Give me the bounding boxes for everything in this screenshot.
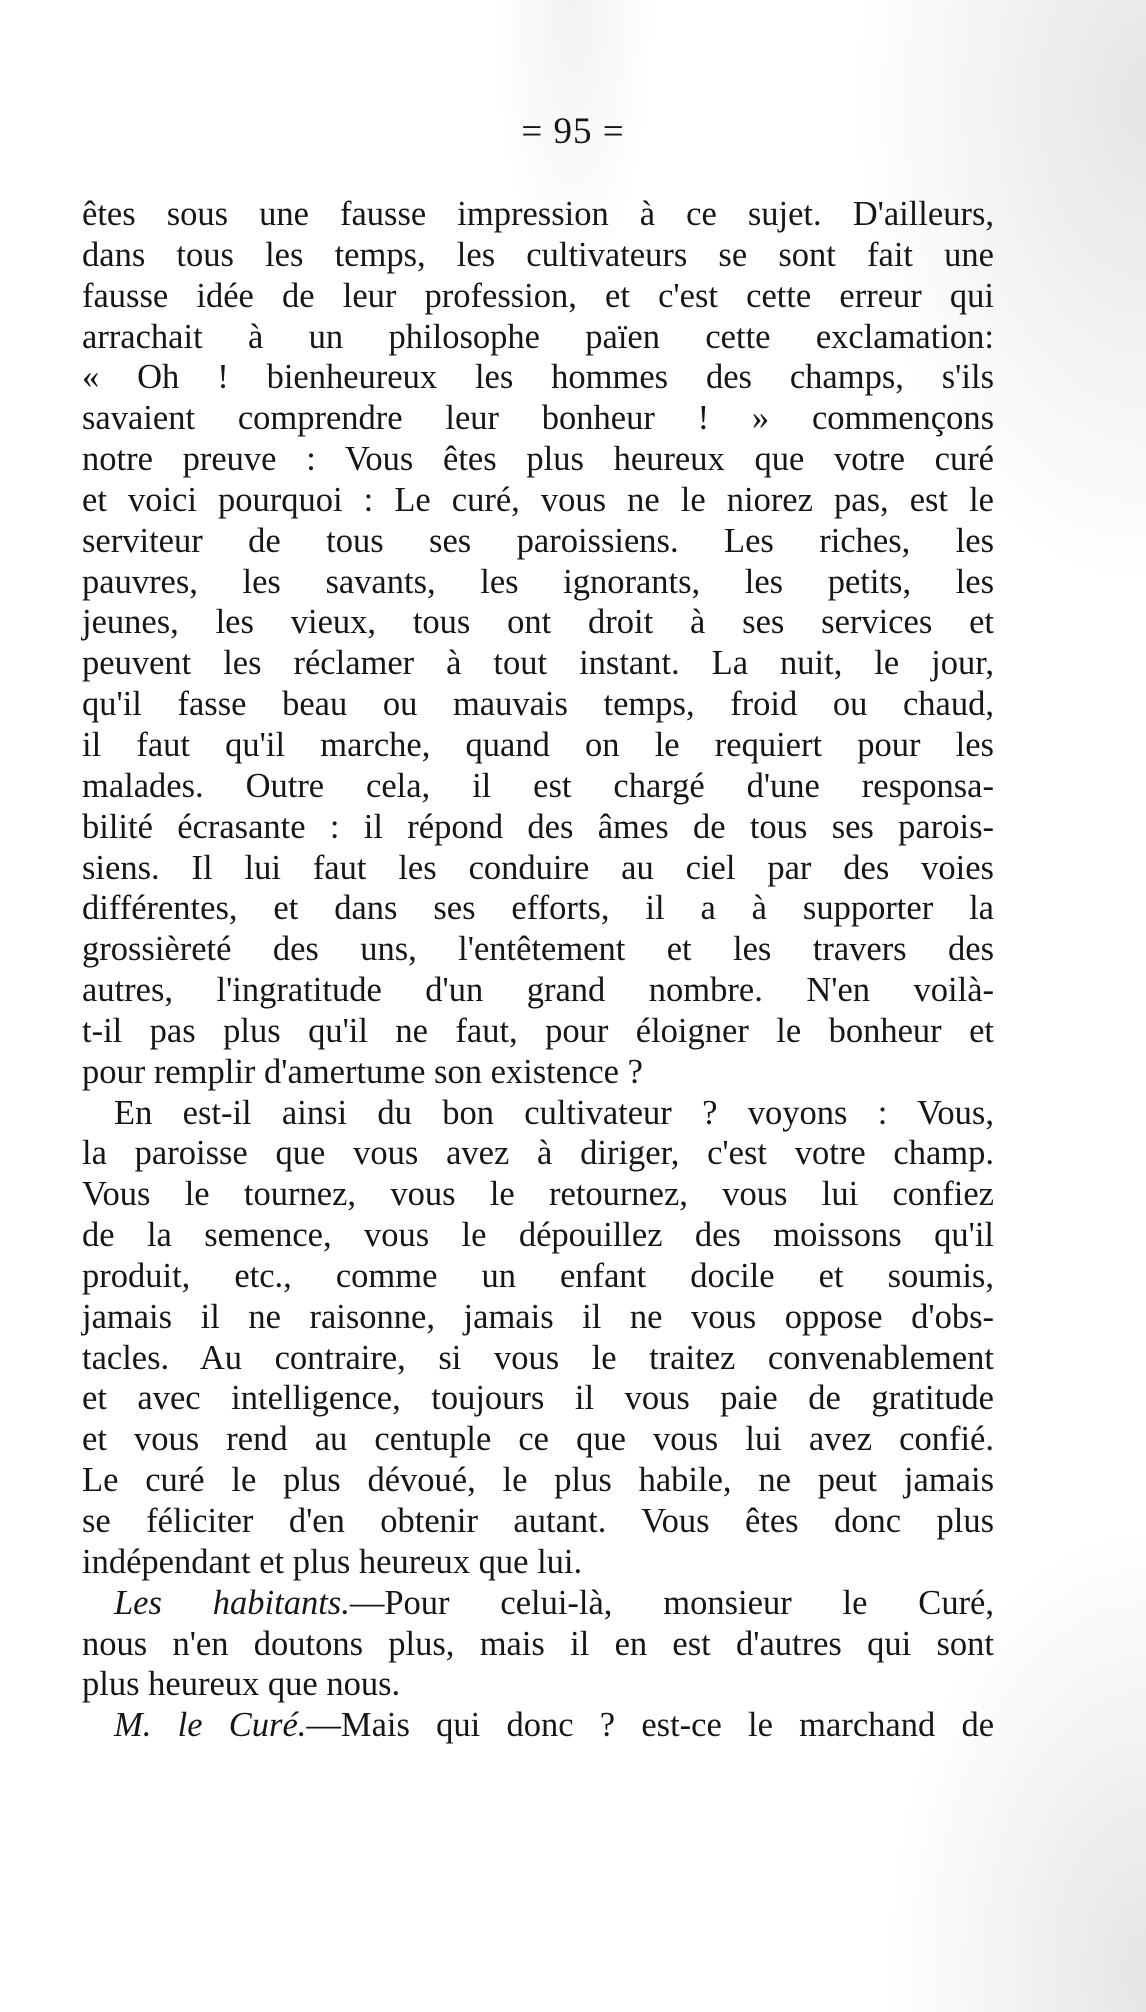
text-line: grossièreté des uns, l'entêtement et les travers des <box>82 930 994 969</box>
text-line: peuvent les réclamer à tout instant. La nuit, le jour, <box>82 644 994 683</box>
page-body <box>82 194 994 1746</box>
paragraph-2 <box>82 1093 994 1583</box>
text-line: Vous le tournez, vous le retournez, vous lui confiez <box>82 1175 994 1214</box>
text-line: t-il pas plus qu'il ne faut, pour éloigner le bonheur et <box>82 1011 994 1050</box>
text-line: siens. Il lui faut les conduire au ciel par des voies <box>82 848 994 887</box>
text-line: produit, etc., comme un enfant docile et soumis, <box>82 1256 994 1295</box>
text-line: et vous rend au centuple ce que vous lui avez confié. <box>82 1420 994 1459</box>
text-line: savaient comprendre leur bonheur ! » commençons <box>82 399 994 438</box>
text-line: plus heureux que nous. <box>82 1665 401 1704</box>
text-line: de la semence, vous le dépouillez des moissons qu'il <box>82 1216 994 1255</box>
text-line: pour remplir d'amertume son existence ? <box>82 1052 643 1091</box>
text-line: et voici pourquoi : Le curé, vous ne le niorez pas, est le <box>82 480 994 519</box>
speaker-label: M. le Curé. <box>114 1706 307 1745</box>
text-line: et avec intelligence, toujours il vous paie de gratitude <box>82 1379 994 1418</box>
dialogue-text: —Pour celui-là, monsieur le Curé, <box>349 1583 994 1622</box>
text-line: il faut qu'il marche, quand on le requiert pour les <box>82 725 994 764</box>
text-line: En est-il ainsi du bon cultivateur ? voyons : Vous, <box>114 1093 994 1132</box>
text-line: notre preuve : Vous êtes plus heureux que votre curé <box>82 440 994 479</box>
dialogue-line <box>82 1705 994 1746</box>
text-line: tacles. Au contraire, si vous le traitez convenablement <box>82 1338 994 1377</box>
text-line: êtes sous une fausse impression à ce sujet. D'ailleurs, <box>82 195 994 233</box>
text-line: qu'il fasse beau ou mauvais temps, froid ou chaud, <box>82 685 994 724</box>
paragraph-1 <box>82 194 994 1093</box>
text-line: « Oh ! bienheureux les hommes des champs, s'ils <box>82 358 994 397</box>
paragraph-3 <box>82 1583 994 1706</box>
text-line: serviteur de tous ses paroissiens. Les riches, les <box>82 521 994 560</box>
text-line: pauvres, les savants, les ignorants, les petits, les <box>82 562 994 601</box>
text-line: malades. Outre cela, il est chargé d'une responsa- <box>82 766 994 805</box>
text-line: indépendant et plus heureux que lui. <box>82 1542 583 1581</box>
text-line: Le curé le plus dévoué, le plus habile, ne peut jamais <box>82 1461 994 1500</box>
text-line: jamais il ne raisonne, jamais il ne vous oppose d'obs- <box>82 1297 994 1336</box>
text-line: dans tous les temps, les cultivateurs se sont fait une <box>82 235 994 274</box>
speaker-label: Les habitants. <box>114 1583 350 1622</box>
text-line: fausse idée de leur profession, et c'est cette erreur qui <box>82 276 994 315</box>
dialogue-text: —Mais qui donc ? est-ce le marchand de <box>306 1706 995 1745</box>
text-line: la paroisse que vous avez à diriger, c'est votre champ. <box>82 1134 994 1173</box>
text-line: jeunes, les vieux, tous ont droit à ses services et <box>82 603 994 642</box>
dialogue-line <box>82 1583 994 1624</box>
paragraph-4 <box>82 1705 994 1746</box>
page-number: = 95 = <box>521 111 625 152</box>
text-line: autres, l'ingratitude d'un grand nombre. N'en voilà- <box>82 971 994 1010</box>
text-line: se féliciter d'en obtenir autant. Vous êtes donc plus <box>82 1502 994 1540</box>
text-line: bilité écrasante : il répond des âmes de tous ses parois- <box>82 807 994 846</box>
text-line: nous n'en doutons plus, mais il en est d'autres qui sont <box>82 1624 994 1663</box>
text-line: arrachait à un philosophe païen cette exclamation: <box>82 317 994 356</box>
text-line: différentes, et dans ses efforts, il a à supporter la <box>82 889 994 928</box>
